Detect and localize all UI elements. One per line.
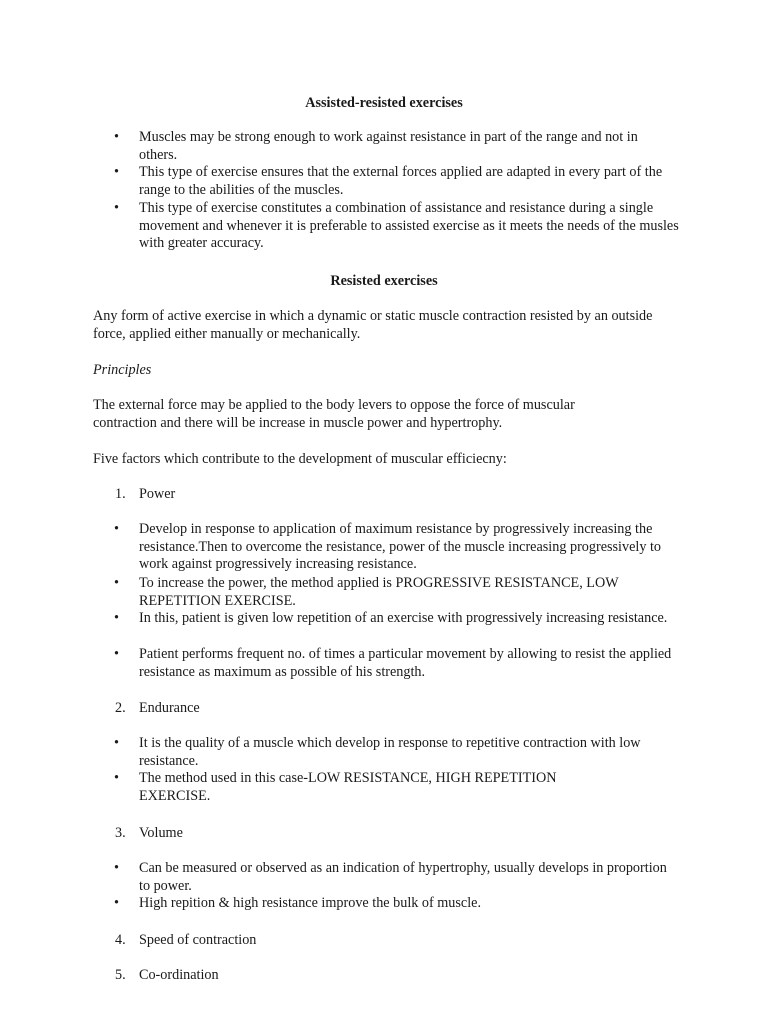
factor-5-number: 5. xyxy=(115,967,126,983)
principles-paragraph: The external force may be applied to the body levers to oppose the force of muscular contraction and there will be increase in muscle power and hypertrophy. xyxy=(93,397,575,431)
endurance-bullet-2: • The method used in this case-LOW RESISTANCE, HIGH REPETITION EXERCISE. xyxy=(139,770,619,805)
volume-bullet-2: • High repition & high resistance improve the bulk of muscle. xyxy=(139,895,679,913)
factor-1-number: 1. xyxy=(115,486,126,502)
power-bullet-4: • Patient performs frequent no. of times a particular movement by allowing to resist the applied resistance as maximum as possible of his strength. xyxy=(139,646,679,681)
power-bullet-1: • Develop in response to application of maximum resistance by progressively increasing the resistance.Then to overcome the resistance, power of the muscle increasing progressively to work against progressively increasing resistance. xyxy=(139,521,679,574)
factor-5 xyxy=(115,966,639,984)
factor-4 xyxy=(115,931,639,949)
resisted-heading: Resisted exercises xyxy=(330,273,438,289)
factor-4-number: 4. xyxy=(115,932,126,948)
factor-2 xyxy=(115,699,639,717)
factor-3-label: Volume xyxy=(139,825,183,841)
assisted-bullet-1: • Muscles may be strong enough to work against resistance in part of the range and not in others. xyxy=(139,129,679,164)
factor-3-number: 3. xyxy=(115,825,126,841)
factor-4-label: Speed of contraction xyxy=(139,932,257,948)
endurance-bullet-1: • It is the quality of a muscle which develop in response to repetitive contraction with low resistance. xyxy=(139,735,679,770)
factors-intro: Five factors which contribute to the development of muscular efficiecny: xyxy=(93,451,507,467)
assisted-bullet-2: • This type of exercise ensures that the external forces applied are adapted in every part of the range to the abilities of the muscles. xyxy=(139,164,679,199)
assisted-resisted-heading: Assisted-resisted exercises xyxy=(305,95,463,111)
factor-1 xyxy=(115,485,639,503)
factor-1-label: Power xyxy=(139,486,176,502)
factor-2-number: 2. xyxy=(115,700,126,716)
factor-5-label: Co-ordination xyxy=(139,967,219,983)
volume-bullet-1: • Can be measured or observed as an indication of hypertrophy, usually develops in proportion to power. xyxy=(139,860,679,895)
principles-label: Principles xyxy=(93,362,152,378)
factor-2-label: Endurance xyxy=(139,700,200,716)
assisted-bullet-3: • This type of exercise constitutes a combination of assistance and resistance during a single movement and whenever it is preferable to assisted exercise as it meets the needs of the musles with greater accuracy. xyxy=(139,200,679,253)
factor-3 xyxy=(115,824,639,842)
power-bullet-3: • In this, patient is given low repetition of an exercise with progressively increasing resistance. xyxy=(139,610,679,628)
power-bullet-2: • To increase the power, the method applied is PROGRESSIVE RESISTANCE, LOW REPETITION EXERCISE. xyxy=(139,575,679,610)
resisted-intro-paragraph: Any form of active exercise in which a dynamic or static muscle contraction resisted by an outside force, applied either manually or mechanically. xyxy=(93,308,653,342)
